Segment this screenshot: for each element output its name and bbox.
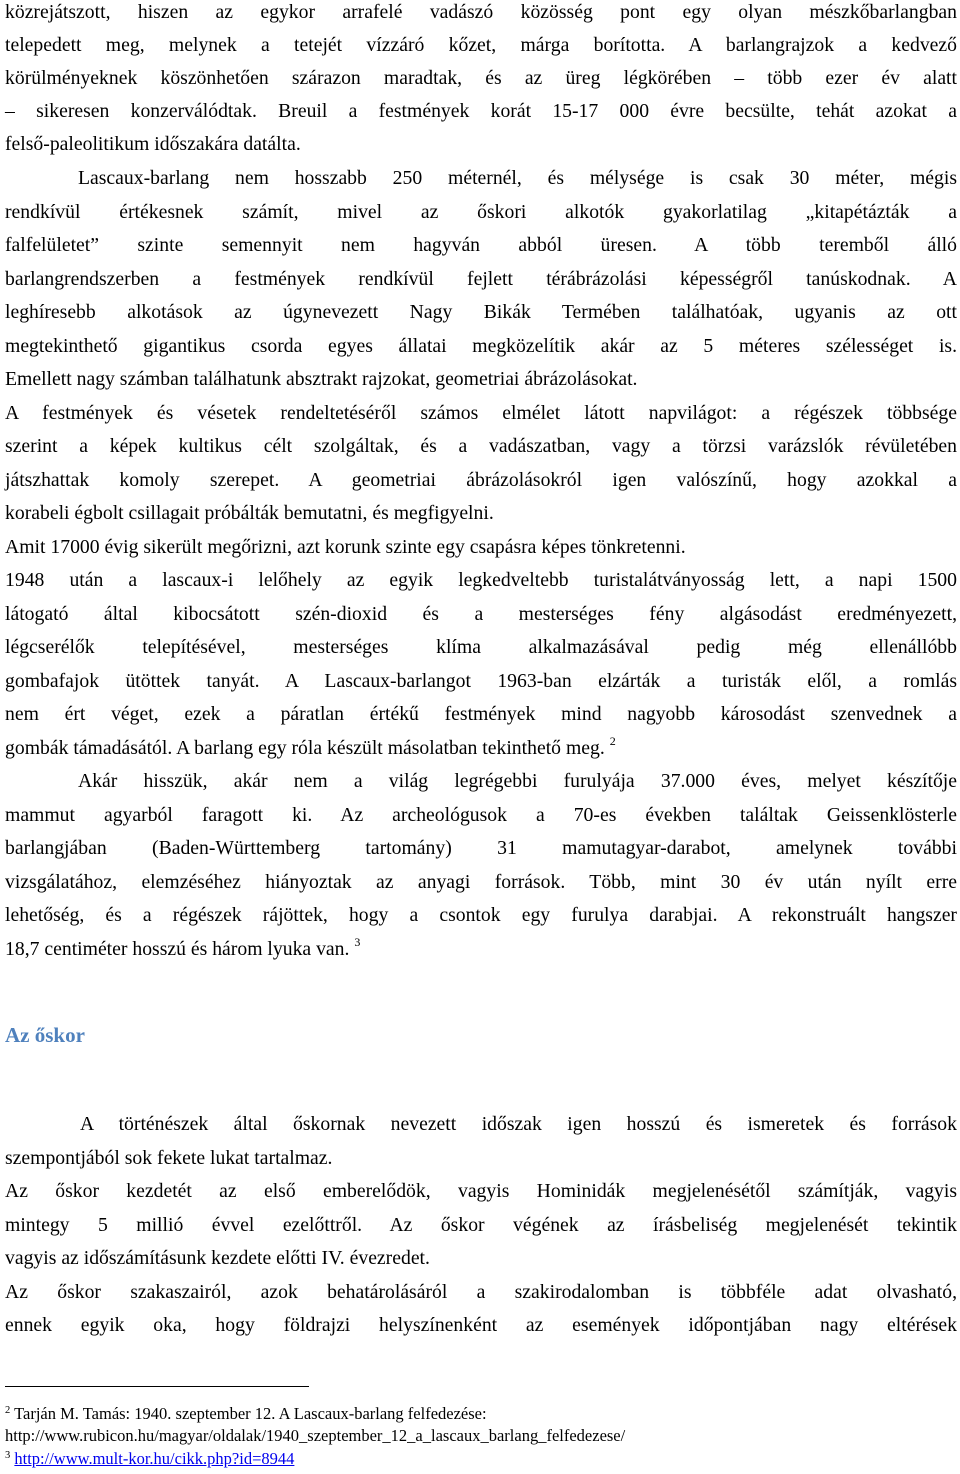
paragraph-1-line-5: felső-paleolitikum időszakára datálta. (5, 133, 301, 155)
footnote-ref-2[interactable]: 2 (609, 734, 616, 748)
paragraph-6-line-6 (5, 937, 360, 961)
paragraph-6-line-2: mammut agyarból faragott ki. Az archeológusok a 70-es években találtak Geissenklösterle (5, 804, 957, 826)
footnote-3-number: 3 (5, 1450, 11, 1461)
footnote-2-url: http://www.rubicon.hu/magyar/oldalak/1940_szeptember_12_a_lascaux_barlang_felfedezese/ (5, 1426, 626, 1445)
paragraph-3-line-2: szerint a képek kultikus célt szolgáltak, és a vadászatban, vagy a törzsi varázslók révületében (5, 435, 957, 457)
paragraph-5-line-2: látogató által kibocsátott szén-dioxid és a mesterséges fény algásodást eredményezett, (5, 603, 957, 625)
paragraph-2-line-3: falfelületet” szinte semennyit nem hagyván abból üresen. A több teremből álló (5, 234, 957, 256)
paragraph-5-line-4: gombafajok ütöttek tanyát. A Lascaux-barlangot 1963-ban elzárták a turisták elől, a romlás (5, 670, 957, 692)
footnote-2-text: Tarján M. Tamás: 1940. szeptember 12. A Lascaux-barlang felfedezése: (14, 1404, 487, 1423)
paragraph-5-line-1: 1948 után a lascaux-i lelőhely az egyik legkedveltebb turistalátványosság lett, a napi 1500 (5, 569, 957, 591)
paragraph-5-line-5: nem ért véget, ezek a páratlan értékű festmények mind nagyobb károsodást szenvednek a (5, 703, 957, 725)
paragraph-3-line-1: A festmények és vésetek rendeltetéséről számos elmélet látott napvilágot: a régészek többsége (5, 402, 957, 424)
paragraph-2-line-7: Emellett nagy számban találhatunk absztrakt rajzokat, geometriai ábrázolásokat. (5, 368, 638, 390)
paragraph-1-line-2: telepedett meg, melynek a tetejét vízzáró kőzet, márga borította. A barlangrajzok a kedvező (5, 34, 957, 56)
paragraph-1-line-1: közrejátszott, hiszen az egykor arrafelé vadászó közösség pont egy olyan mészkőbarlangban (5, 1, 957, 23)
paragraph-5-line-3: légcserélők telepítésével, mesterséges klíma alkalmazásával pedig még ellenállóbb (5, 636, 957, 658)
footnote-ref-3[interactable]: 3 (354, 935, 361, 949)
footnote-2-number: 2 (5, 1405, 11, 1416)
paragraph-3-line-4: korabeli égbolt csillagait próbálták bemutatni, és megfigyelni. (5, 502, 494, 524)
paragraph-9-line-1: Az őskor szakaszairól, azok behatárolásáról a szakirodalomban is többféle adat olvasható, (5, 1281, 957, 1303)
paragraph-6-line-1: Akár hisszük, akár nem a világ legrégebbi furulyája 37.000 éves, melyet készítője (78, 770, 957, 792)
paragraph-2-line-5: leghíresebb alkotások az úgynevezett Nagy Bikák Termében találhatóak, ugyanis az ott (5, 301, 957, 323)
paragraph-7-line-1: A történészek által őskornak nevezett időszak igen hosszú és ismeretek és források (80, 1113, 957, 1135)
paragraph-7-line-2: szempontjából sok fekete lukat tartalmaz. (5, 1147, 333, 1169)
paragraph-6-line-3: barlangjában (Baden-Württemberg tartomány) 31 mamutagyar-darabot, amelynek további (5, 837, 957, 859)
paragraph-2-line-2: rendkívül értékesnek számít, mivel az őskori alkotók gyakorlatilag „kitapétázták a (5, 201, 957, 223)
paragraph-8-line-3: vagyis az időszámításunk kezdete előtti IV. évezredet. (5, 1247, 430, 1269)
paragraph-1-line-3: körülményeknek köszönhetően szárazon maradtak, és az üreg légkörében – több ezer év alatt (5, 67, 957, 89)
paragraph-6-line-6-text: 18,7 centiméter hosszú és három lyuka van. (5, 938, 350, 960)
paragraph-5-line-6 (5, 736, 616, 760)
paragraph-8-line-2: mintegy 5 millió évvel ezelőttről. Az őskor végének az írásbeliség megjelenését tekintik (5, 1214, 957, 1236)
footnote-2 (5, 1404, 487, 1424)
paragraph-3-line-3: játszhattak komoly szerepet. A geometriai ábrázolásokról igen valószínű, hogy azokkal a (5, 469, 957, 491)
paragraph-9-line-2: ennek egyik oka, hogy földrajzi helyszínenként az események időpontjában nagy eltérések (5, 1314, 957, 1336)
footnote-3-link[interactable]: http://www.mult-kor.hu/cikk.php?id=8944 (14, 1449, 295, 1468)
paragraph-2-line-6: megtekinthető gigantikus csorda egyes állatai megközelítik akár az 5 méteres szélességet is. (5, 335, 957, 357)
footnote-separator (5, 1386, 309, 1387)
paragraph-2-line-1: Lascaux-barlang nem hosszabb 250 méternél, és mélysége is csak 30 méter, mégis (78, 167, 957, 189)
paragraph-6-line-4: vizsgálatához, elemzéséhez hiányoztak az anyagi források. Több, mint 30 év után nyílt erre (5, 871, 957, 893)
section-heading: Az őskor (5, 1023, 85, 1047)
paragraph-8-line-1: Az őskor kezdetét az első emberelődök, vagyis Hominidák megjelenésétől számítják, vagyis (5, 1180, 957, 1202)
footnote-3 (5, 1449, 294, 1469)
paragraph-5-line-6-text: gombák támadásától. A barlang egy róla készült másolatban tekinthető meg. (5, 737, 605, 759)
paragraph-2-line-4: barlangrendszerben a festmények rendkívül fejlett térábrázolási képességről tanúskodnak. A (5, 268, 957, 290)
paragraph-6-line-5: lehetőség, és a régészek rájöttek, hogy a csontok egy furulya darabjai. A rekonstruált hangszer (5, 904, 957, 926)
paragraph-1-line-4: – sikeresen konzerválódtak. Breuil a festmények korát 15-17 000 évre becsülte, tehát azokat a (5, 100, 957, 122)
paragraph-4-line-1: Amit 17000 évig sikerült megőrizni, azt korunk szinte egy csapásra képes tönkretenni. (5, 536, 686, 558)
